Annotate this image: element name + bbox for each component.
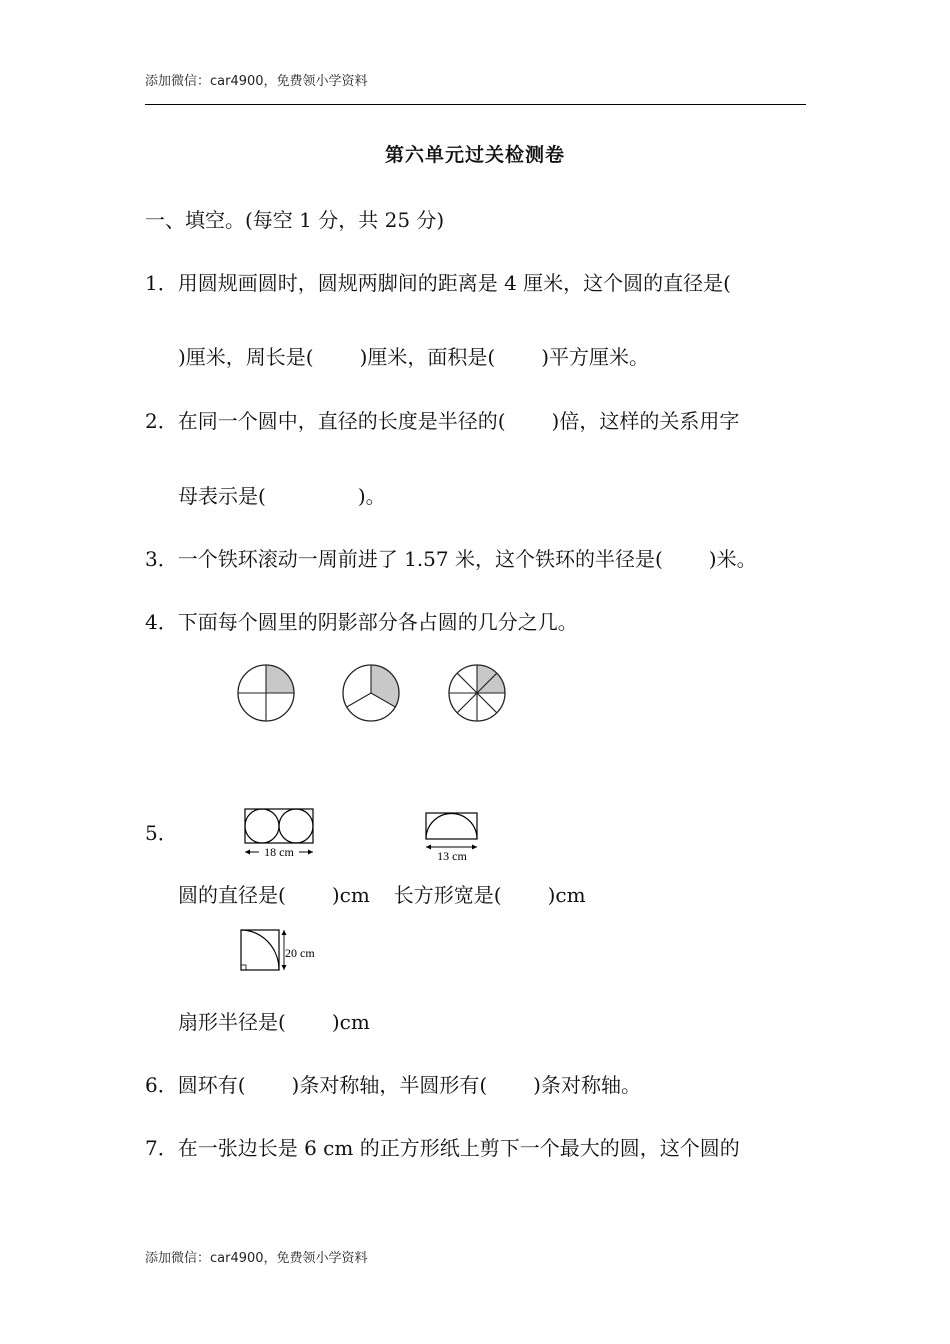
question-number: 3． xyxy=(145,547,178,571)
header-divider xyxy=(145,104,806,105)
question-text: 用圆规画圆时，圆规两脚间的距离是 4 厘米，这个圆的直径是( xyxy=(177,271,731,295)
question-text: 扇形半径是( xyxy=(178,1010,286,1034)
question-text: 在一张边长是 6 cm 的正方形纸上剪下一个最大的圆，这个圆的 xyxy=(177,1136,740,1160)
question-5-number: 5． xyxy=(145,821,178,845)
question-text: )米。 xyxy=(708,547,757,571)
question-text: )。 xyxy=(357,484,386,508)
page-header: 添加微信：car4900，免费领小学资料 xyxy=(145,74,368,89)
arrowhead xyxy=(308,850,313,855)
page-footer: 添加微信：car4900，免费领小学资料 xyxy=(145,1251,368,1266)
fraction-circle xyxy=(238,665,294,721)
right-angle-mark xyxy=(241,965,246,970)
question-3 xyxy=(145,543,757,572)
question-5-answer-3 xyxy=(178,1006,370,1035)
question-text: 一个铁环滚动一周前进了 1.57 米，这个铁环的半径是( xyxy=(177,547,663,571)
circle-shape xyxy=(245,809,279,843)
sector-divider xyxy=(457,673,477,693)
dimension-label: 18 cm xyxy=(264,845,294,859)
rectangle-shape xyxy=(426,813,477,839)
question-4 xyxy=(145,606,578,635)
arrowhead xyxy=(472,845,477,850)
question-number: 1． xyxy=(145,271,178,295)
quarter-circle-square-figure xyxy=(236,926,328,976)
question-text: 圆环有( xyxy=(177,1073,246,1097)
question-text: 母表示是( xyxy=(178,484,266,508)
page-title: 第六单元过关检测卷 xyxy=(384,144,565,166)
semicircle-rectangle-figure xyxy=(420,810,484,864)
question-text: )条对称轴，半圆形有( xyxy=(291,1073,488,1097)
quarter-arc-shape xyxy=(241,930,279,970)
question-1-line2 xyxy=(178,341,649,370)
arrowhead xyxy=(426,845,431,850)
question-text: )cm xyxy=(547,883,586,907)
dimension-label: 20 cm xyxy=(285,946,315,960)
arrowhead xyxy=(245,850,250,855)
fraction-circle xyxy=(343,665,399,721)
square-shape xyxy=(241,930,279,970)
question-7 xyxy=(145,1132,740,1161)
question-text: )条对称轴。 xyxy=(533,1073,641,1097)
fraction-circle xyxy=(449,665,505,721)
question-number: 4． xyxy=(145,610,178,634)
circle-shape xyxy=(279,809,313,843)
question-text: )厘米，面积是( xyxy=(359,345,496,369)
section-heading: 一、填空。(每空 1 分，共 25 分) xyxy=(145,208,445,232)
sector-divider xyxy=(457,693,477,713)
question-text: 圆的直径是( xyxy=(178,883,286,907)
question-text: )cm xyxy=(331,883,370,907)
question-1 xyxy=(145,267,731,296)
semicircle-shape xyxy=(426,814,477,840)
question-text: )cm xyxy=(331,1010,370,1034)
sector-divider xyxy=(347,693,371,707)
arrowhead xyxy=(282,930,287,935)
two-circles-rectangle-figure xyxy=(240,806,320,862)
question-text: 下面每个圆里的阴影部分各占圆的几分之几。 xyxy=(177,610,578,634)
question-number: 6． xyxy=(145,1073,178,1097)
question-number: 7． xyxy=(145,1136,178,1160)
question-text: )厘米，周长是( xyxy=(178,345,314,369)
question-text: )平方厘米。 xyxy=(541,345,650,369)
question-text: 长方形宽是( xyxy=(393,883,502,907)
dimension-label: 13 cm xyxy=(437,849,467,863)
question-text: )倍，这样的关系用字 xyxy=(551,409,740,433)
question-text: 在同一个圆中，直径的长度是半径的( xyxy=(177,409,506,433)
question-2-line2 xyxy=(178,480,386,509)
sector-divider xyxy=(477,693,497,713)
question-number: 2． xyxy=(145,409,178,433)
question-2 xyxy=(145,405,739,434)
question-6 xyxy=(145,1069,641,1098)
question-5-answers xyxy=(178,879,586,908)
fraction-circles-figure xyxy=(230,658,520,728)
arrowhead xyxy=(282,965,287,970)
